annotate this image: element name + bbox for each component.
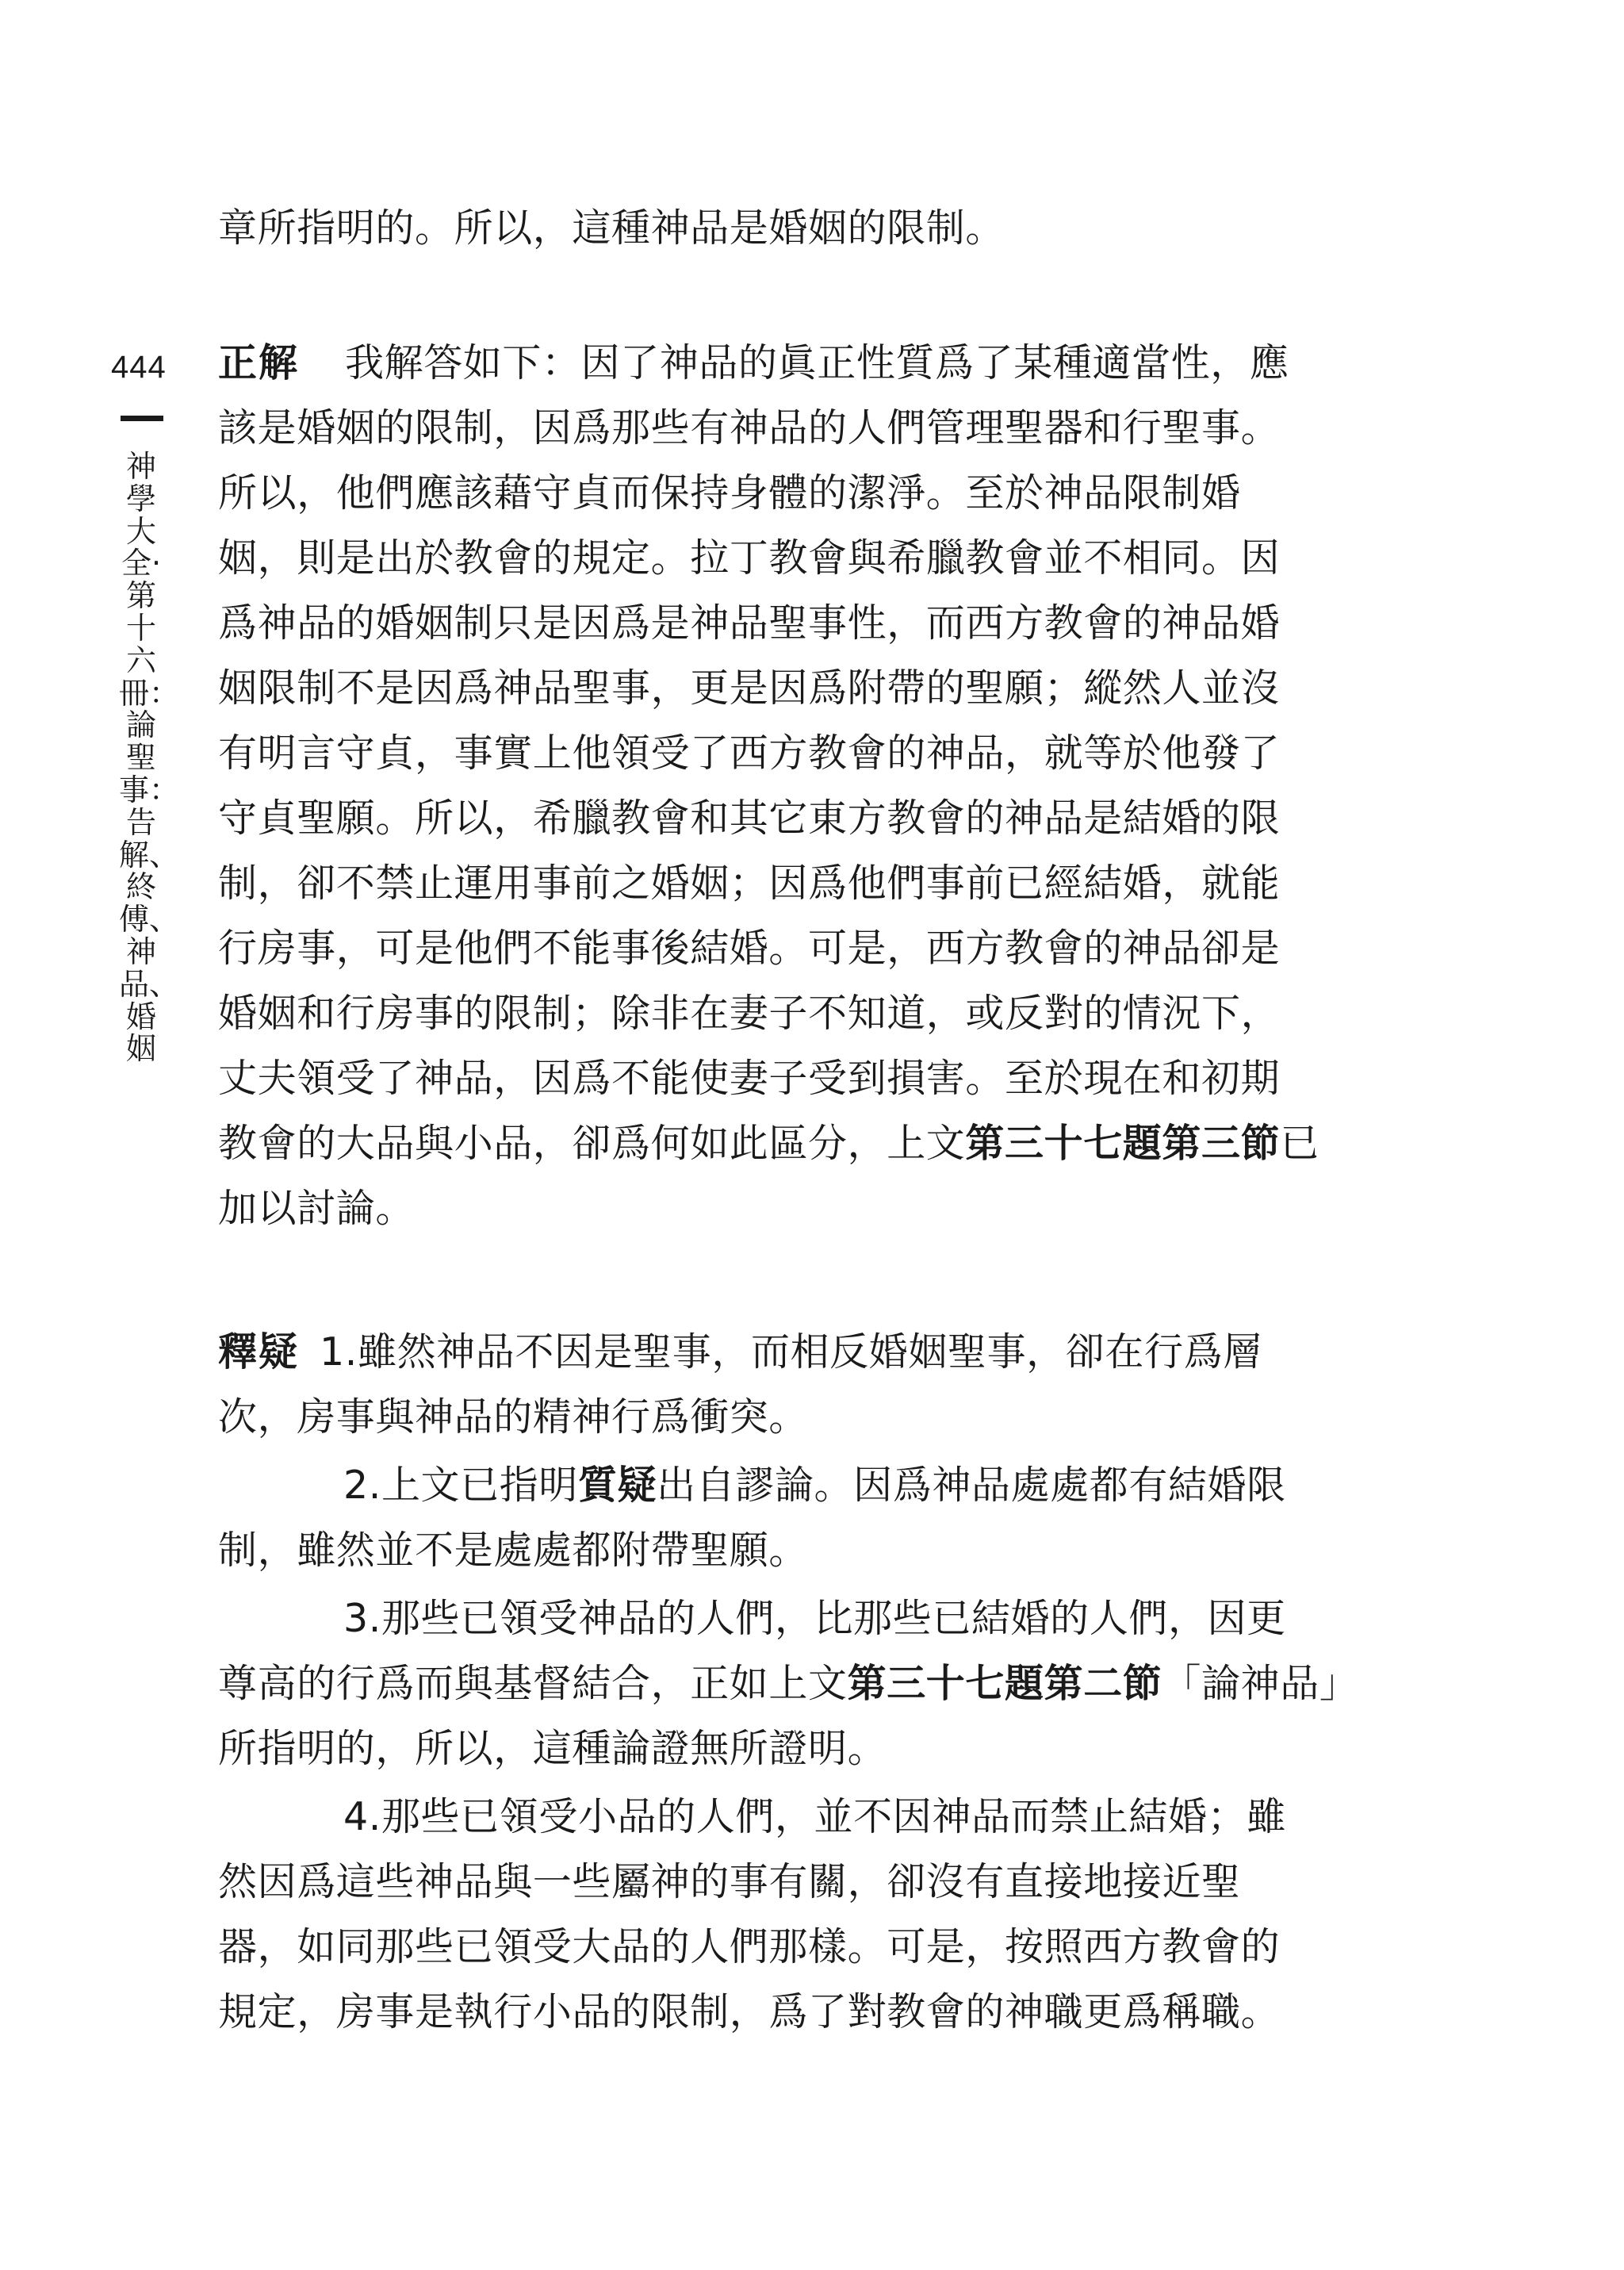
cross-reference: 質疑 xyxy=(577,1463,657,1508)
answer-line xyxy=(218,1120,1344,1168)
answer-line: 行房事，可是他們不能事後結婚。可是，西方教會的神品卻是 xyxy=(218,926,1281,971)
answer-line: 婚姻和行房事的限制；除非在妻子不知道，或反對的情況下， xyxy=(218,991,1281,1036)
answer-line: 該是婚姻的限制，因爲那些有神品的人們管理聖器和行聖事。 xyxy=(218,405,1281,451)
answer-line-text: 我解答如下：因了神品的眞正性質爲了某種適當性，應 xyxy=(345,340,1289,385)
reply-1-text: 1.雖然神品不因是聖事，而相反婚姻聖事，卻在行爲層 xyxy=(320,1329,1262,1375)
answer-line: 加以討論。 xyxy=(218,1186,416,1231)
reply-3-line: 所指明的，所以，這種論證無所證明。 xyxy=(218,1726,887,1771)
reply-3-line xyxy=(218,1660,1359,1708)
reply-3-line: 3.那些已領受神品的人們，比那些已結婚的人們，因更 xyxy=(343,1596,1286,1641)
intro-line: 章所指明的。所以，這種神品是婚姻的限制。 xyxy=(218,205,1005,251)
answer-line: 所以，他們應該藉守貞而保持身體的潔淨。至於神品限制婚 xyxy=(218,470,1241,516)
answer-line: 姻，則是出於教會的規定。拉丁教會與希臘教會並不相同。因 xyxy=(218,535,1281,581)
reply-3-text: 「論神品」 xyxy=(1162,1661,1359,1706)
reply-1-line xyxy=(218,1329,1344,1376)
reply-2-line xyxy=(343,1462,1344,1509)
reply-2-text: 2.上文已指明 xyxy=(343,1463,578,1508)
answer-line: 制，卻不禁止運用事前之婚姻；因爲他們事前已經結婚，就能 xyxy=(218,861,1281,906)
page-number: 444 xyxy=(111,350,167,385)
cross-reference: 第三十七題第二節 xyxy=(847,1661,1162,1706)
reply-2-line: 制，雖然並不是處處都附帶聖願。 xyxy=(218,1528,809,1573)
running-title: 神學大全·第十六冊：論聖事：告解、終傅、神品、婚姻 xyxy=(119,449,180,1067)
answer-line xyxy=(218,339,1344,387)
answer-label: 正解 xyxy=(218,340,300,385)
reply-4-line: 然因爲這些神品與一些屬神的事有關，卻沒有直接地接近聖 xyxy=(218,1859,1241,1904)
reply-4-line: 器，如同那些已領受大品的人們那樣。可是，按照西方教會的 xyxy=(218,1924,1281,1969)
answer-line-text: 教會的大品與小品，卻爲何如此區分，上文 xyxy=(218,1121,966,1166)
answer-line: 丈夫領受了神品，因爲不能使妻子受到損害。至於現在和初期 xyxy=(218,1056,1281,1101)
answer-line: 有明言守貞，事實上他領受了西方教會的神品，就等於他發了 xyxy=(218,730,1281,776)
answer-line: 姻限制不是因爲神品聖事，更是因爲附帶的聖願；縱然人並沒 xyxy=(218,665,1281,711)
margin-rule xyxy=(121,416,163,421)
reply-4-line: 4.那些已領受小品的人們，並不因神品而禁止結婚；雖 xyxy=(343,1794,1286,1839)
answer-line: 爲神品的婚姻制只是因爲是神品聖事性，而西方教會的神品婚 xyxy=(218,600,1281,646)
cross-reference: 第三十七題第三節 xyxy=(965,1121,1281,1166)
reply-1-line: 次，房事與神品的精神行爲衝突。 xyxy=(218,1394,809,1440)
answer-line-text: 已 xyxy=(1280,1121,1320,1166)
replies-label: 釋疑 xyxy=(218,1329,300,1375)
reply-3-text: 尊高的行爲而與基督結合，正如上文 xyxy=(218,1661,848,1706)
reply-4-line: 規定，房事是執行小品的限制，爲了對教會的神職更爲稱職。 xyxy=(218,1989,1281,2034)
answer-line: 守貞聖願。所以，希臘教會和其它東方教會的神品是結婚的限 xyxy=(218,796,1281,841)
reply-2-text: 出自謬論。因爲神品處處都有結婚限 xyxy=(657,1463,1286,1508)
